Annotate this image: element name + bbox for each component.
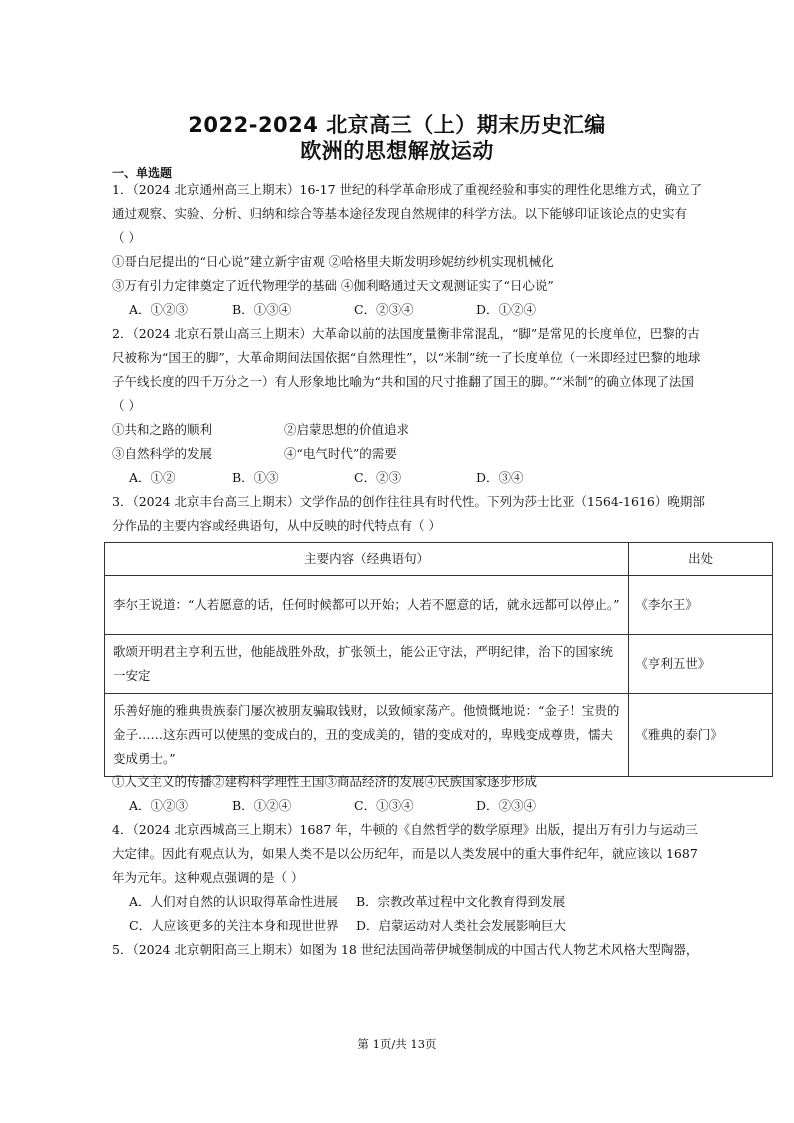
q5-stem-line1: 5．（2024 北京朝阳高三上期末）如图为 18 世纪法国尚蒂伊城堡制成的中国古代人物艺术风格大型陶器， xyxy=(112,942,699,957)
q3-option-b[interactable]: B．①②④ xyxy=(232,798,292,813)
q4-option-a[interactable]: A．人们对自然的认识取得革命性进展 xyxy=(129,894,339,909)
q3-items: ①人文主义的传播②建构科学理性王国③商品经济的发展④民族国家逐步形成 xyxy=(112,774,538,789)
q2-item-1: ①共和之路的顺利 xyxy=(112,422,213,437)
q2-option-a[interactable]: A．①② xyxy=(129,470,176,485)
q4-stem-line1: 4．（2024 北京西城高三上期末）1687 年，牛顿的《自然哲学的数学原理》出版，提出万有引力与运动三 xyxy=(112,822,698,837)
table-row xyxy=(105,694,773,777)
q3-stem-line2: 分作品的主要内容或经典语句，从中反映的时代特点有（ ） xyxy=(112,518,441,533)
q4-options-row1 xyxy=(129,892,565,910)
table-header-row xyxy=(105,543,773,576)
q2-item-row1 xyxy=(112,420,409,438)
q1-option-b[interactable]: B．①③④ xyxy=(232,302,292,317)
q2-item-3: ③自然科学的发展 xyxy=(112,446,213,461)
q2-stem-line3: 子午线长度的四千万分之一）有人形象地比喻为“共和国的尺寸推翻了国王的脚。”“米制”的确立体现了法国 xyxy=(112,374,694,389)
q2-stem-line2: 尺被称为“国王的脚”，大革命期间法国依据“自然理性”，以“米制”统一了长度单位（一米即经过巴黎的地球 xyxy=(112,350,701,365)
q4-option-c[interactable]: C．人应该更多的关注本身和现世世界 xyxy=(129,918,339,933)
section-heading: 一、单选题 xyxy=(112,166,173,180)
q2-option-d[interactable]: D．③④ xyxy=(476,470,524,485)
q4-options-row2 xyxy=(129,916,566,934)
table-cell-source: 《李尔王》 xyxy=(629,576,773,635)
q3-options xyxy=(129,796,536,814)
q2-option-b[interactable]: B．①③ xyxy=(232,470,279,485)
q4-option-d[interactable]: D．启蒙运动对人类社会发展影响巨大 xyxy=(356,918,567,933)
q1-paren: （ ） xyxy=(112,230,141,245)
table-cell-content: 歌颂开明君主亨利五世，他能战胜外敌，扩张领土，能公正守法，严明纪律，治下的国家统一安定 xyxy=(105,635,629,694)
table-cell-content: 李尔王说道：“人若愿意的话，任何时候都可以开始；人若不愿意的话，就永远都可以停止。” xyxy=(105,576,629,635)
q2-option-c[interactable]: C．②③ xyxy=(354,470,402,485)
table-cell-source: 《雅典的泰门》 xyxy=(629,694,773,777)
q3-option-a[interactable]: A．①②③ xyxy=(129,798,189,813)
q2-options xyxy=(129,468,524,486)
q2-paren: （ ） xyxy=(112,398,141,413)
q1-stem-line2: 通过观察、实验、分析、归纳和综合等基本途径发现自然规律的科学方法。以下能够印证该论点的史实有 xyxy=(112,206,688,221)
q3-option-d[interactable]: D．②③④ xyxy=(476,798,537,813)
q1-item-row1: ①哥白尼提出的“日心说”建立新宇宙观 ②哈格里夫斯发明珍妮纺纱机实现机械化 xyxy=(112,254,554,269)
q1-option-a[interactable]: A．①②③ xyxy=(129,302,189,317)
document-subtitle: 欧洲的思想解放运动 xyxy=(300,139,494,163)
q2-item-4: ④“电气时代”的需要 xyxy=(284,446,397,461)
page-footer: 第 1页/共 13页 xyxy=(357,1037,437,1051)
q1-options xyxy=(129,300,536,318)
table-cell-source: 《亨利五世》 xyxy=(629,635,773,694)
table-header-source: 出处 xyxy=(629,543,773,576)
table-header-content: 主要内容（经典语句） xyxy=(105,543,629,576)
table-row xyxy=(105,576,773,635)
q2-stem-line1: 2．（2024 北京石景山高三上期末）大革命以前的法国度量衡非常混乱，“脚”是常见的长度单位，巴黎的古 xyxy=(112,326,700,341)
q2-item-2: ②启蒙思想的价值追求 xyxy=(284,422,410,437)
table-cell-content: 乐善好施的雅典贵族泰门屡次被朋友骗取钱财，以致倾家荡产。他愤慨地说：“金子！宝贵的金子……这东西可以使黑的变成白的，丑的变成美的，错的变成对的，卑贱变成尊贵，懦夫变成勇士。” xyxy=(105,694,629,777)
q4-option-b[interactable]: B．宗教改革过程中文化教育得到发展 xyxy=(356,894,566,909)
q3-source-table xyxy=(104,542,773,777)
q3-stem-line1: 3．（2024 北京丰台高三上期末）文学作品的创作往往具有时代性。下列为莎士比亚（1564-1616）晚期部 xyxy=(112,494,705,509)
q1-stem-line1: 1．（2024 北京通州高三上期末）16-17 世纪的科学革命形成了重视经验和事实的理性化思维方式，确立了 xyxy=(112,182,702,197)
table-row xyxy=(105,635,773,694)
q1-option-c[interactable]: C．②③④ xyxy=(354,302,414,317)
q2-item-row2 xyxy=(112,444,397,462)
q1-item-row2: ③万有引力定律奠定了近代物理学的基础 ④伽利略通过天文观测证实了“日心说” xyxy=(112,278,554,293)
q3-option-c[interactable]: C．①③④ xyxy=(354,798,414,813)
q4-stem-line3: 年为元年。这种观点强调的是（ ） xyxy=(112,870,304,885)
q1-option-d[interactable]: D．①②④ xyxy=(476,302,537,317)
document-title: 2022-2024 北京高三（上）期末历史汇编 xyxy=(188,113,606,137)
q4-stem-line2: 大定律。因此有观点认为，如果人类不是以公历纪年，而是以人类发展中的重大事件纪年，就应该以 1687 xyxy=(112,846,698,861)
